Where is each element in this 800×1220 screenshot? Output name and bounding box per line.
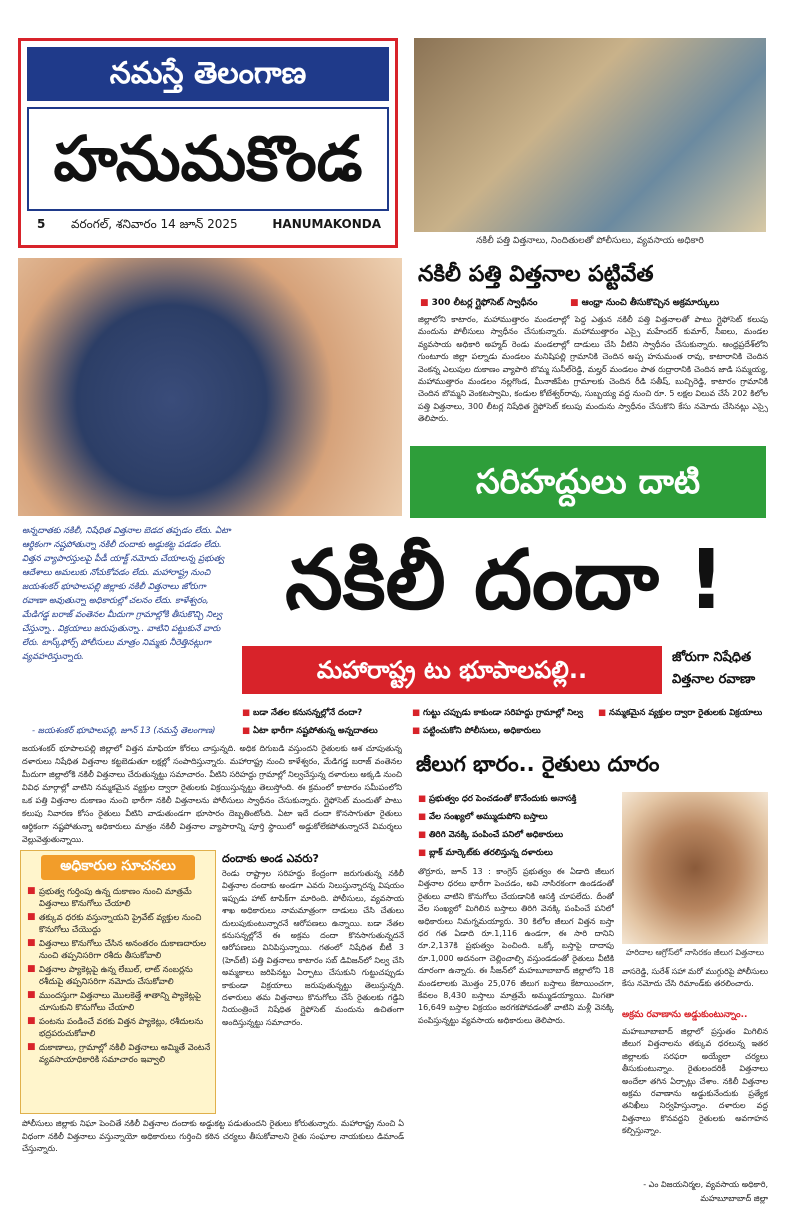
right-story-body: తొర్రూరు, జూన్ 13 : కాంగ్రెస్ ప్రభుత్వం ఈ ఏడాది జీలుగ విత్తనాల ధరలు భారీగా పెంచడం, అవి నాసిరకంగా ఉండడంతో రైతులు వాటిని కొనుగోలు చేయడానికి ఆసక్తి చూపలేదు. దీంతో వేల సంఖ్యలో మిగిలిన బస్తాలు తిరిగి వెనక్కి పంపించే పనిలో అధికారులు నిమగ్నమయ్యారు. 30 కిలోల జీలుగ విత్తన బస్తా ధర గత ఏడాది రూ.1,116 ఉండగా, ఈ సారి దానిని రూ.2,137కి ప్రభుత్వం పెంచింది. ఒక్కో బస్తాపై దాదాపు రూ.1,000 అదనంగా చెల్లించాల్సి వస్తుండడంతో రైతులు వీటికి దూరంగా ఉన్నారు. ఈ సీజన్‌లో మహబూబాబాద్ జిల్లాలోని 18 మండలాలకు మొత్తం 25,076 జీలుగ బస్తాలు కేటాయించగా, కేవలం 8,430 బస్తాలు మాత్రమే అమ్ముడయ్యాయి. మిగతా 16,649 బస్తాల విక్రయం జరగకపోవడంతో వాటిని మళ్లీ వెనక్కి పంపిస్తున్నట్టు వ్యవసాయ అధికారులు తెలిపారు. xyxy=(418,867,614,1025)
jeeluga-photo-caption: హరిదాల ఆగ్రోస్‌లో నాసిరకం జీలుగ విత్తనాలు xyxy=(625,948,765,957)
main-green-banner: సరిహద్దులు దాటి xyxy=(410,446,766,518)
main-story-intro-byline: - జయశంకర్ భూపాలపల్లి, జూన్ 13 (నమస్తే తెలంగాణ) xyxy=(32,726,216,736)
top-story-body: జిల్లాలోని కాటారం, మహాముత్తారం మండలాల్లో పెద్ద ఎత్తున నకిలీ పత్తి విత్తనాలతో పాటు గ్లైఫోసెట్ కలుపు మందును పోలీసులు స్వాధీనం చేసుకున్నారు. మహాముత్తారం ఎస్సై మహేందర్ కుమార్, సీఐలు, మండల వ్యవసాయ అధికారి అహ్మద్ రెండు మండలాల్లో దాడులు చేసి వీటిని స్వాధీనం చేసుకున్నారు. ఆంధ్రప్రదేశ్‌లోని గుంటూరు జిల్లా పల్నాడు మండలం మనిషిపల్లి గ్రామానికి చెందిన అప్ప హనుమంత రావు, కాటారానికి చెందిన వెంకన్న ఎలుపుల దుకాణం వ్యాపారి బొమ్మ సునీల్‌రెడ్డి, మల్హర్ మండలం పాత రుద్రారానికి చెందిన జాడి సమ్మయ్య, మహాముత్తారం మండలం నల్లగొండ, మీనాజీపేట గ్రామాలకు చెందిన రీడి సతీష్, బుచ్చిరెడ్డి, కాటారం గ్రామానికి చెందిన బొమ్మని వెంకటస్వామి, కండుల కోటేశ్వర్‌రావు, సుబ్బయ్య వద్ద నుంచి రూ. 5 లక్షల విలువ చేసే 202 కిలోల పత్తి విత్తనాలు, 300 లీటర్ల నిషేధిత గ్లైఫోసెట్ కలుపు మందును స్వాధీనం చేసుకొని కేసు నమోదు చేసినట్లు ఎస్సై తెలిపారు. xyxy=(418,315,768,424)
sidebar-item: ■ పంటను పండించే వరకు విత్తన ప్యాకెట్లు, రశీదులను భద్రపరుచుకోవాలి xyxy=(25,1016,211,1039)
right-story-bullet: ■ బ్లాక్ మార్కెట్‌కు తరలిస్తున్న దళారులు xyxy=(418,844,618,862)
main-kicker-line-2: విత్తనాల రవాణా xyxy=(672,672,756,687)
right-story-bullet: ■ వేల సంఖ్యలో అమ్ముడుపోని బస్తాలు xyxy=(418,808,618,826)
main-col-question: దందాకు అండ ఎవరు? xyxy=(222,852,319,865)
page-number: 5 xyxy=(37,217,46,231)
seeds-hand-photo xyxy=(18,258,402,516)
top-story-bullet-1: ■ 300 లీటర్ల గ్లైఫోసెట్ స్వాధీనం xyxy=(420,298,537,310)
main-bullet-2: ■ గుట్టు చప్పుడు కాకుండా సరిహద్దు గ్రామాల్లో నిల్వ xyxy=(412,708,583,720)
masthead xyxy=(18,38,398,248)
top-story-photo xyxy=(414,38,766,232)
right-story-body-subhead: మహబూబాబాద్ జిల్లాలో ప్రస్తుతం మిగిలిన జీలుగ విత్తనాలను తక్కువ ధరలున్న ఇతర జిల్లాలకు సరఫరా అయ్యేలా చర్యలు తీసుకుంటున్నాం. రైతులందరికీ విత్తనాలు అందేలా తగిన ఏర్పాట్లు చేశాం. నకిలీ విత్తనాల అక్రమ రవాణాను అడ్డుకునేందుకు ప్రత్యేక తనిఖీలు నిర్వహిస్తున్నాం. దళారుల వద్ద విత్తనాలు కొనవద్దని రైతులకు అవగాహన కల్పిస్తున్నాం. xyxy=(622,1027,768,1136)
paper-name: నమస్తే తెలంగాణ xyxy=(27,47,389,101)
sidebar-box-title: అధికారుల సూచనలు xyxy=(41,855,195,880)
top-story-bullet-2: ■ ఆంధ్రా నుంచి తీసుకొచ్చిన అక్రమార్కులు xyxy=(570,298,719,310)
main-bullet-5: ■ పట్టించుకోని పోలీసులు, అధికారులు xyxy=(412,726,541,738)
main-red-banner: మహారాష్ట్ర టు భూపాలపల్లి.. xyxy=(242,646,662,694)
top-story-photo-caption: నకిలీ పత్తి విత్తనాలు, నిందితులతో పోలీసులు, వ్యవసాయ అధికారి xyxy=(476,236,704,246)
right-story-byline-2: మహబూబాబాద్ జిల్లా xyxy=(700,1194,768,1203)
right-story-headline: జీలుగ భారం.. రైతులు దూరం xyxy=(416,752,660,776)
edition-english: HANUMAKONDA xyxy=(272,217,381,231)
right-story-bullets xyxy=(418,790,618,862)
jeeluga-seeds-photo xyxy=(622,792,768,944)
main-body-wide: జయశంకర్ భూపాలపల్లి జిల్లాలో విత్తన మాఫియా కోరలు చాస్తున్నది. అధిక దిగుబడి వస్తుందని రైతులకు ఆశ చూపుతున్న దళారులు నిషేధిత విత్తనాల కట్టబెడుతూ లక్షల్లో సంపాదిస్తున్నారు. మహారాష్ట్ర నుంచి కాళేశ్వరం, మేడిగడ్డ బరాజ్ వంతెనల మీదుగా జిల్లాలోకి నకిలీ విత్తనాలు చేరుతున్నట్టు సమాచారం. వీటిని సరిహద్దు గ్రామాల్లో నిల్వచేస్తున్న దళారులు అక్కడి నుంచి వివిధ మార్గాల్లో వాటిని నమ్మకమైన వ్యక్తుల ద్వారా రైతులకు విక్రయిస్తున్నట్టు తెలుస్తోంది. ఈ క్రమంలో కాటారం సమీపంలోని ఒక పత్తి విత్తనాల దుకాణం నుంచి భారీగా నకిలీ విత్తనాలను పోలీసులు స్వాధీనం చేసుకున్నారు. గ్లైఫోసెట్ మందుతో పాటు కలుపు నివారణ కోసం రైతులు వీటిని వాడుతుండగా భూసారం దెబ్బతింటోంది. ఏటా ఇదే దందా కొనసాగుతూ రైతులు ఆర్థికంగా నష్టపోతున్నా అధికారులు మాత్రం నకిలీ విత్తనాల వ్యాపారాన్ని పూర్తి స్థాయిలో అడ్డుకోలేకపోతున్నారనే విమర్శలు వెల్లువెత్తుతున్నాయి. xyxy=(22,744,402,844)
main-bullet-4: ■ ఏటా భారీగా నష్టపోతున్న అన్నదాతలు xyxy=(242,726,378,738)
edition-name: హనుమకొండ xyxy=(27,107,389,211)
main-headline: నకిలీ దందా ! xyxy=(285,533,725,628)
sidebar-box xyxy=(20,850,216,1114)
date-line: వరంగల్, శనివారం 14 జూన్ 2025 xyxy=(71,217,238,231)
main-body-col-mid: రెండు రాష్ట్రాల సరిహద్దు కేంద్రంగా జరుగుతున్న నకిలీ విత్తనాల దందాకు అండగా ఎవరు నిలుస్తున్నారన్న విషయం ఇప్పుడు హాట్ టాపిక్‌గా మారింది. పోలీసులు, వ్యవసాయ శాఖ అధికారులు నామమాత్రంగా దాడులు చేసి చేతులు దులుపుకుంటున్నారనే ఆరోపణలు ఉన్నాయి. బడా నేతల కనుసన్నల్లోనే ఈ అక్రమ దందా కొనసాగుతున్నదనే ఆరోపణలు వినిపిస్తున్నాయి. గతంలో నిషేధిత బీటీ 3 (హెచ్‌టీ) పత్తి విత్తనాలు కాటారం సబ్ డివిజన్‌లో నిల్వ చేసి అమ్మకాలు జరిపినట్టు ఏర్పాటు చేసుకుని గుట్టుచప్పుడు కాకుండా విక్రయాలు జరుపుతున్నట్టు తెలుస్తున్నది. దళారులు తమ విత్తనాలు కొనుగోలు చేసే రైతులకు గడ్డిని నియంత్రించే నిషేధిత గ్లైఫోసెట్ మందును ఉచితంగా అందిస్తున్నట్టు సమాచారం. xyxy=(222,869,404,1027)
top-story-headline: నకిలీ పత్తి విత్తనాల పట్టివేత xyxy=(418,262,654,287)
sidebar-items xyxy=(21,884,215,1070)
sidebar-item: ■ దుకాణాలు, గ్రామాల్లో నకిలీ విత్తనాలు అమ్మితే వెంటనే వ్యవసాయాధికారికి సమాచారం ఇవ్వాలి xyxy=(25,1042,211,1065)
sidebar-item: ■ విత్తనాల ప్యాకెట్లపై ఉన్న లేబుల్, లాట్ నంబర్లను రశీదుపై తప్పనిసరిగా నమోదు చేసుకోవాలి xyxy=(25,964,211,987)
main-body-bottom: పోలీసులు జిల్లాకు నిఘా పెంచితే నకిలీ విత్తనాల దందాకు అడ్డుకట్ట పడుతుందని రైతులు కోరుతున్నారు. మహారాష్ట్ర నుంచి ఏ విధంగా నకిలీ విత్తనాలు వస్తున్నాయో అధికారులు గుర్తించి కఠిన చర్యలు తీసుకోవాలని రైతు సంఘాల నాయకులు డిమాండ్ చేస్తున్నారు. xyxy=(22,1119,404,1154)
sidebar-item: ■ తక్కువ ధరకు వస్తున్నాయని ప్రైవేట్ వ్యక్తుల నుంచి కొనుగోలు చేయొద్దు xyxy=(25,912,211,935)
main-bullet-3: ■ నమ్మకమైన వ్యక్తుల ద్వారా రైతులకు విక్రయాలు xyxy=(598,708,773,720)
sidebar-item: ■ ప్రభుత్వ గుర్తింపు ఉన్న దుకాణం నుంచి మాత్రమే విత్తనాలు కొనుగోలు చేయాలి xyxy=(25,886,211,909)
right-story-subhead: అక్రమ రవాణాను అడ్డుకుంటున్నాం.. xyxy=(622,1010,748,1020)
sidebar-item: ■ విత్తనాలు కొనుగోలు చేసిన అనంతరం దుకాణదారుల నుంచి తప్పనిసరిగా రశీదు తీసుకోవాలి xyxy=(25,938,211,961)
main-story-intro: అన్నదాతకు నకిలీ, నిషేధిత విత్తనాల బెడద తప్పడం లేదు. ఏటా ఆర్థికంగా నష్టపోతున్నా నకిలీ దందాకు అడ్డుకట్ట పడడం లేదు. విత్తన వ్యాపారస్తులపై పీడీ యాక్ట్ నమోదు చేయాలన్న ప్రభుత్వ ఆదేశాలు అమలుకు నోచుకోవడం లేదు. మహారాష్ట్ర నుంచి జయశంకర్ భూపాలపల్లి జిల్లాకు నకిలీ విత్తనాలు జోరుగా రవాణా అవుతున్నా అధికారుల్లో చలనం లేదు. కాళేశ్వరం, మేడిగడ్డ బరాజ్ వంతెనల మీదుగా గ్రామాల్లోకి తీసుకొచ్చి నిల్వ చేస్తున్నా.. విక్రయాలు జరుపుతున్నా.. వాటిని పట్టుకునే వారు లేరు. టాస్క్‌ఫోర్స్ పోలీసులు మాత్రం నిమ్మకు నీరెత్తినట్లుగా వ్యవహరిస్తున్నారు. xyxy=(22,526,231,662)
right-story-byline-1: - ఎం విజయనిర్మల, వ్యవసాయ అధికారి, xyxy=(643,1180,768,1189)
masthead-dateline xyxy=(27,211,389,237)
main-kicker-line-1: జోరుగా నిషేధిత xyxy=(672,650,752,665)
right-story-bullet: ■ తిరిగి వెనక్కి పంపించే పనిలో అధికారులు xyxy=(418,826,618,844)
sidebar-item: ■ ముందస్తుగా విత్తనాలు మొలకెత్తే శాతాన్ని ప్యాకెట్లపై చూసుకుని కొనుగోలు చేయాలి xyxy=(25,990,211,1013)
right-story-body-under-photo: వాసరెడ్డి, సురేశ్ సహా మరో ముగ్గురిపై పోలీసులు కేసు నమోదు చేసి రిమాండ్‌కు తరలించారు. xyxy=(622,967,768,989)
right-story-bullet: ■ ప్రభుత్వం ధర పెంచడంతో కొనేందుకు అనాసక్తి xyxy=(418,790,618,808)
main-bullet-1: ■ బడా నేతల కనుసన్నల్లోనే దందా? xyxy=(242,708,362,720)
